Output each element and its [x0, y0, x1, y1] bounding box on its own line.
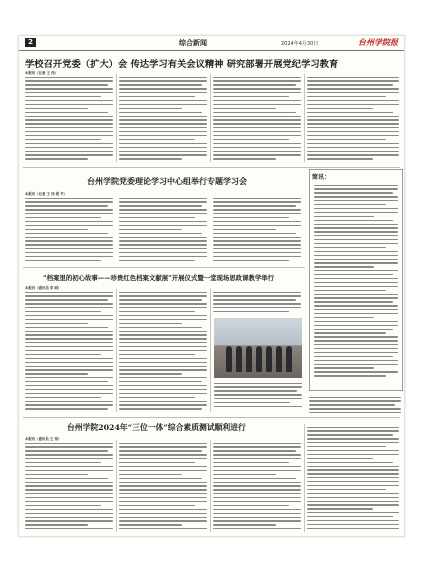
- article-4-column-2: [119, 440, 207, 532]
- photo-figure: [286, 346, 292, 372]
- article-3-headline: “档案里的初心故事——珍贵红色档案文献展”开展仪式暨一堂现场思政课教学举行: [43, 274, 275, 282]
- column-rule: [116, 289, 117, 412]
- divider: [23, 417, 400, 418]
- column-rule: [210, 440, 211, 532]
- news-brief-label: 简讯：: [312, 174, 331, 181]
- article-3-column-3: [213, 289, 301, 315]
- article-1-column-3: [213, 74, 301, 162]
- column-rule: [210, 74, 211, 162]
- article-4-column-4: [307, 424, 399, 532]
- newspaper-logo: 台州学院报: [358, 37, 398, 47]
- article-4-headline: 台州学院2024年“三位一体”综合素质测试顺利进行: [67, 423, 246, 432]
- news-brief-text: [314, 182, 398, 386]
- article-4-byline: 本报讯（通讯员 王 伟）: [25, 437, 62, 441]
- section-title: 综合新闻: [179, 39, 207, 47]
- divider: [23, 167, 400, 168]
- article-4-column-1: [25, 440, 113, 532]
- event-photo: [214, 318, 302, 378]
- photo-figure: [276, 346, 282, 372]
- article-2-column-2: [119, 195, 207, 263]
- photo-figure: [226, 346, 232, 372]
- page-number: 2: [25, 38, 36, 47]
- divider: [23, 267, 305, 268]
- article-2-byline: 本报讯（记者 王 伟 胡 平）: [25, 192, 68, 196]
- photo-figure: [246, 346, 252, 372]
- article-2-column-3: [213, 195, 301, 263]
- photo-figure: [256, 346, 262, 372]
- article-1-column-2: [119, 74, 207, 162]
- article-3-column-1: [25, 289, 113, 412]
- article-2-headline: 台州学院党委理论学习中心组举行专题学习会: [87, 176, 247, 186]
- article-4-column-3: [213, 440, 301, 532]
- issue-date: 2024年4月30日: [281, 41, 319, 47]
- sidebar-column-continued: [309, 394, 401, 416]
- article-1-column-4: [307, 74, 399, 162]
- column-rule: [210, 289, 211, 412]
- article-1-column-1: [25, 74, 113, 162]
- column-rule: [116, 440, 117, 532]
- article-1-headline: 学校召开党委（扩大）会 传达学习有关会议精神 研究部署开展党纪学习教育: [25, 59, 339, 70]
- photo-figure: [266, 346, 272, 372]
- news-brief-box: [309, 169, 403, 391]
- article-3-byline: 本报讯（通讯员 李 明）: [25, 286, 62, 290]
- newspaper-page: [18, 35, 405, 537]
- photo-figure: [236, 346, 242, 372]
- photo-caption: [214, 380, 302, 410]
- column-rule: [304, 424, 305, 532]
- article-2-column-1: [25, 195, 113, 263]
- column-rule: [304, 74, 305, 162]
- article-3-column-2: [119, 289, 207, 412]
- column-rule: [116, 74, 117, 162]
- masthead: [19, 36, 404, 51]
- article-1-byline: 本报讯（记者 王 伟）: [25, 71, 58, 75]
